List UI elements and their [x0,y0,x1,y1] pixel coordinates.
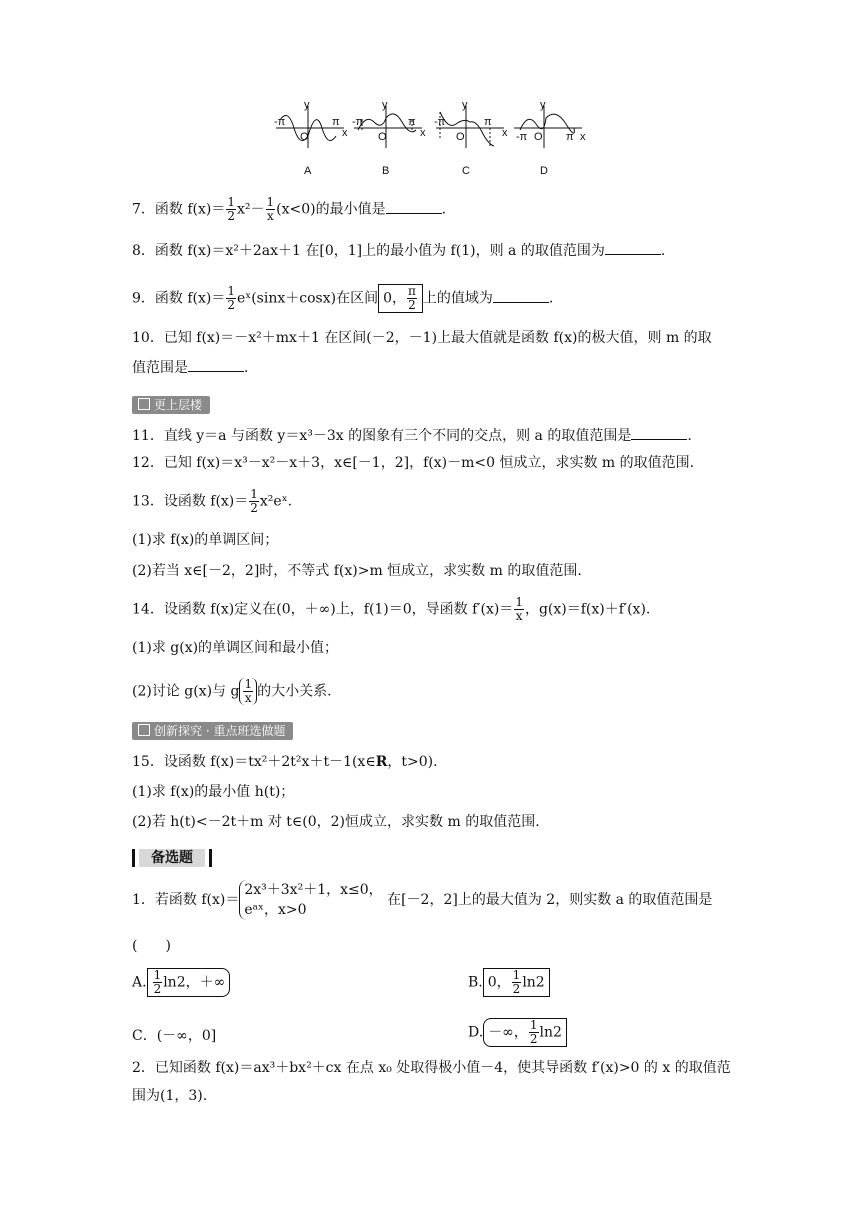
q14-p2-den: x [244,691,252,705]
fraction [407,285,417,312]
b1-pre: 1．若函数 f(x)＝ [132,892,240,908]
question-8 [132,240,665,261]
q14-post: ，g(x)＝f(x)＋f′(x). [524,601,651,618]
b1-case2: eᵃˣ，x>0 [244,902,307,918]
question-7 [132,196,446,223]
q7-post: (x<0)的最小值是 [276,201,386,218]
question-15 [132,752,438,772]
option-b[interactable] [468,968,550,997]
paren-fraction [239,678,257,705]
graph-label-b: B [382,165,390,177]
graph-c-y: y [462,100,468,111]
section-header-extra [132,848,212,868]
q7-mid: x²－ [237,201,265,218]
answer-blank [631,425,687,440]
q7-half-num: 1 [227,195,235,209]
graph-a-pi: π [332,116,340,128]
answer-blank [188,357,244,372]
fraction [249,488,259,515]
q7-pre: 7．函数 f(x)＝ [132,201,226,218]
answer-blank [493,288,549,303]
graph-a-origin: O [300,131,309,143]
option-b-text: ln2 [522,974,545,991]
option-b-label: B. [468,974,483,991]
fraction [226,285,236,312]
graph-b-origin: O [378,131,387,143]
answer-blank [386,199,442,214]
interval [147,968,231,997]
choice-graphs [270,100,590,180]
graph-c-neg-pi: -π [434,116,446,128]
question-10-line-1: 10．已知 f(x)＝－x²＋mx＋1 在区间(－2，－1)上最大值就是函数 f(x)的极大值，则 m 的取 [132,330,712,346]
question-11 [132,425,692,446]
q9-pre: 9．函数 f(x)＝ [132,290,226,307]
graph-a-neg-pi: -π [274,116,286,128]
question-14 [132,596,650,623]
question-14-part-1: (1)求 g(x)的单调区间和最小值； [132,640,339,656]
q15-text2: ，t>0). [387,754,438,770]
question-15-part-2: (2)若 h(t)<－2t＋m 对 t∈(0，2)恒成立，求实数 m 的取值范围. [132,814,540,830]
extra-question-2-line-1: 2．已知函数 f(x)＝ax³＋bx²＋cx 在点 x₀ 处取得极小值－4，使其导函数 f′(x)>0 的 x 的取值范 [132,1060,731,1076]
q15-real-set: R [375,754,388,770]
piecewise [239,880,382,920]
extra-label: 备选题 [139,849,205,867]
extra-question-2-line-2: 围为(1，3). [132,1088,208,1104]
interval [483,968,550,997]
q7-half-den: 2 [227,209,235,223]
q11-text: 11．直线 y＝a 与函数 y＝x³－3x 的图象有三个不同的交点，则 a 的取值范围是 [132,428,632,444]
q14-p2-post: 的大小关系. [257,683,332,700]
graph-b-y: y [382,100,388,111]
graph-d-pi: π [566,131,574,143]
section-header-innovation [132,722,293,740]
question-13-part-1: (1)求 f(x)的单调区间； [132,532,279,548]
fraction [266,196,276,223]
option-d[interactable] [468,1018,567,1047]
bar [132,849,135,867]
a-num: 1 [153,968,162,982]
b1-post: 在[－2，2]上的最大值为 2，则实数 a 的取值范围是 [387,892,713,908]
b-num: 1 [512,968,521,982]
q7-end: . [441,201,447,218]
b-den: 2 [512,982,521,996]
q14-p2-pre: (2)讨论 g(x)与 g [132,683,240,700]
graph-a-x: x [342,127,348,139]
interval [483,1018,567,1047]
question-13 [132,488,292,515]
q9-end: . [548,290,554,307]
q9-post: 上的值域为 [422,290,493,307]
extra-question-1-paren: ( ) [132,938,171,954]
q13-half-den: 2 [250,501,258,515]
section-1-label: 更上层楼 [154,398,203,412]
interval [378,284,423,313]
b1-case1: 2x³＋3x²＋1，x≤0， [244,882,383,898]
question-15-part-1: (1)求 f(x)的最小值 h(t)； [132,784,295,800]
q9-half-num: 1 [227,284,235,298]
question-9 [132,284,553,313]
graph-b-pi: π [408,116,416,128]
q8-end: . [660,243,666,259]
q11-end: . [687,428,692,444]
book-icon [138,398,150,410]
graph-d-neg-pi: -π [516,131,528,143]
option-d-text: ln2 [539,1024,562,1041]
q9-half-den: 2 [227,298,235,312]
q7-inv-num: 1 [266,195,275,209]
fraction [243,678,253,705]
q9-pi-den: 2 [408,298,416,312]
bar [209,849,212,867]
q7-inv-den: x [266,209,274,223]
extra-question-1 [132,880,712,920]
option-a[interactable] [132,968,230,997]
question-12: 12．已知 f(x)＝x³－x²－x＋3，x∈[－1，2]，f(x)－m<0 恒成立，求实数 m 的取值范围. [132,455,695,471]
q14-pre: 14．设函数 f(x)定义在(0，＋∞)上，f(1)＝0，导函数 f′(x)＝ [132,601,514,618]
q13-half-num: 1 [250,487,258,501]
question-10-line-2 [132,357,248,378]
d-den: 2 [529,1032,538,1046]
q9-interval-a: 0， [383,290,406,307]
graph-d-y: y [540,100,546,111]
question-13-part-2: (2)若当 x∈[－2，2]时，不等式 f(x)>m 恒成立，求实数 m 的取值范围. [132,563,582,579]
graph-c-pi: π [484,116,492,128]
q14-den: x [515,609,523,623]
option-d-label: D. [468,1024,484,1041]
q13-post: x²eˣ. [259,493,293,510]
option-a-text: ln2，＋∞ [163,974,226,991]
q8-text: 8．函数 f(x)＝x²＋2ax＋1 在[0，1]上的最小值为 f(1)，则 a 的取值范围为 [132,243,605,259]
q10-line2: 值范围是 [132,360,188,376]
graph-b-neg-pi: -π [352,116,364,128]
section-2-label: 创新探究 · 重点班选做题 [154,724,286,738]
q9-pi-num: π [408,284,416,298]
q14-p2-num: 1 [244,677,253,691]
a-den: 2 [153,982,162,996]
answer-blank [605,240,661,255]
q13-pre: 13．设函数 f(x)＝ [132,493,249,510]
graph-label-c: C [462,165,470,177]
question-14-part-2 [132,678,332,705]
option-b-pre: 0， [487,974,511,991]
q10-end: . [244,360,249,376]
graph-d-x: x [580,131,586,143]
fraction [514,596,524,623]
option-a-label: A. [132,974,147,991]
book-icon [138,724,150,736]
option-c[interactable]: C．(－∞，0] [132,1028,217,1044]
fraction [153,969,163,996]
section-header-advanced [132,396,210,414]
q15-text: 15．设函数 f(x)＝tx²＋2t²x＋t－1(x∈ [132,754,376,770]
q14-num: 1 [515,595,523,609]
graph-d-origin: O [534,131,543,143]
d-num: 1 [529,1018,538,1032]
graph-c-x: x [502,127,508,139]
fraction [529,1019,539,1046]
option-d-pre: －∞， [488,1024,528,1041]
graph-c-origin: O [456,131,465,143]
graph-b-x: x [420,127,426,139]
fraction [226,196,236,223]
graph-label-a: A [304,165,312,177]
fraction [512,969,522,996]
q9-mid: eˣ(sinx＋cosx)在区间 [237,290,379,307]
graph-a-y: y [304,100,310,111]
graph-label-d: D [540,165,548,177]
